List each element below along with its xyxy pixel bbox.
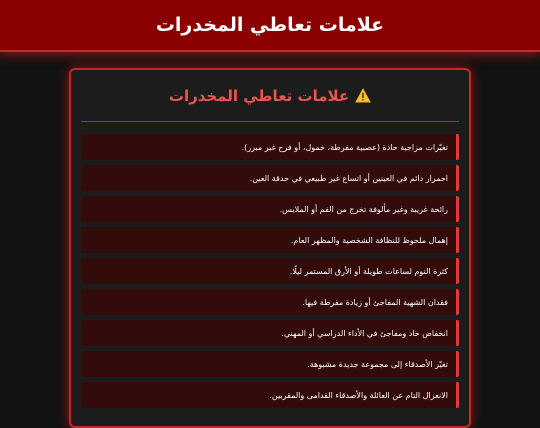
page-title: علامات تعاطي المخدرات (155, 14, 385, 36)
list-item: احمرار دائم في العينين أو اتساع غير طبيعي في حدقة العين. (81, 165, 459, 191)
card-header (81, 70, 459, 122)
list-item: الانعزال التام عن العائلة والأصدقاء القدامى والمقربين. (81, 382, 459, 408)
list-item: انخفاض حاد ومفاجئ في الأداء الدراسي أو المهني. (81, 320, 459, 346)
list-item: إهمال ملحوظ للنظافة الشخصية والمظهر العام. (81, 227, 459, 253)
list-item: تغيّر الأصدقاء إلى مجموعة جديدة مشبوهة. (81, 351, 459, 377)
card-title: علامات تعاطي المخدرات (168, 86, 350, 105)
list-item: فقدان الشهية المفاجئ أو زيادة مفرطة فيها. (81, 289, 459, 315)
list-item: تغيّرات مزاجية حادة (عصبية مفرطة، خمول، أو فرح غير مبرر). (81, 134, 459, 160)
page-header (0, 0, 540, 52)
warning-icon (355, 88, 371, 103)
list-item: كثرة النوم لساعات طويلة أو الأرق المستمر ليلًا. (81, 258, 459, 284)
signs-list (81, 134, 459, 408)
signs-card (69, 68, 471, 428)
list-item: رائحة غريبة وغير مألوفة تخرج من الفم أو الملابس. (81, 196, 459, 222)
